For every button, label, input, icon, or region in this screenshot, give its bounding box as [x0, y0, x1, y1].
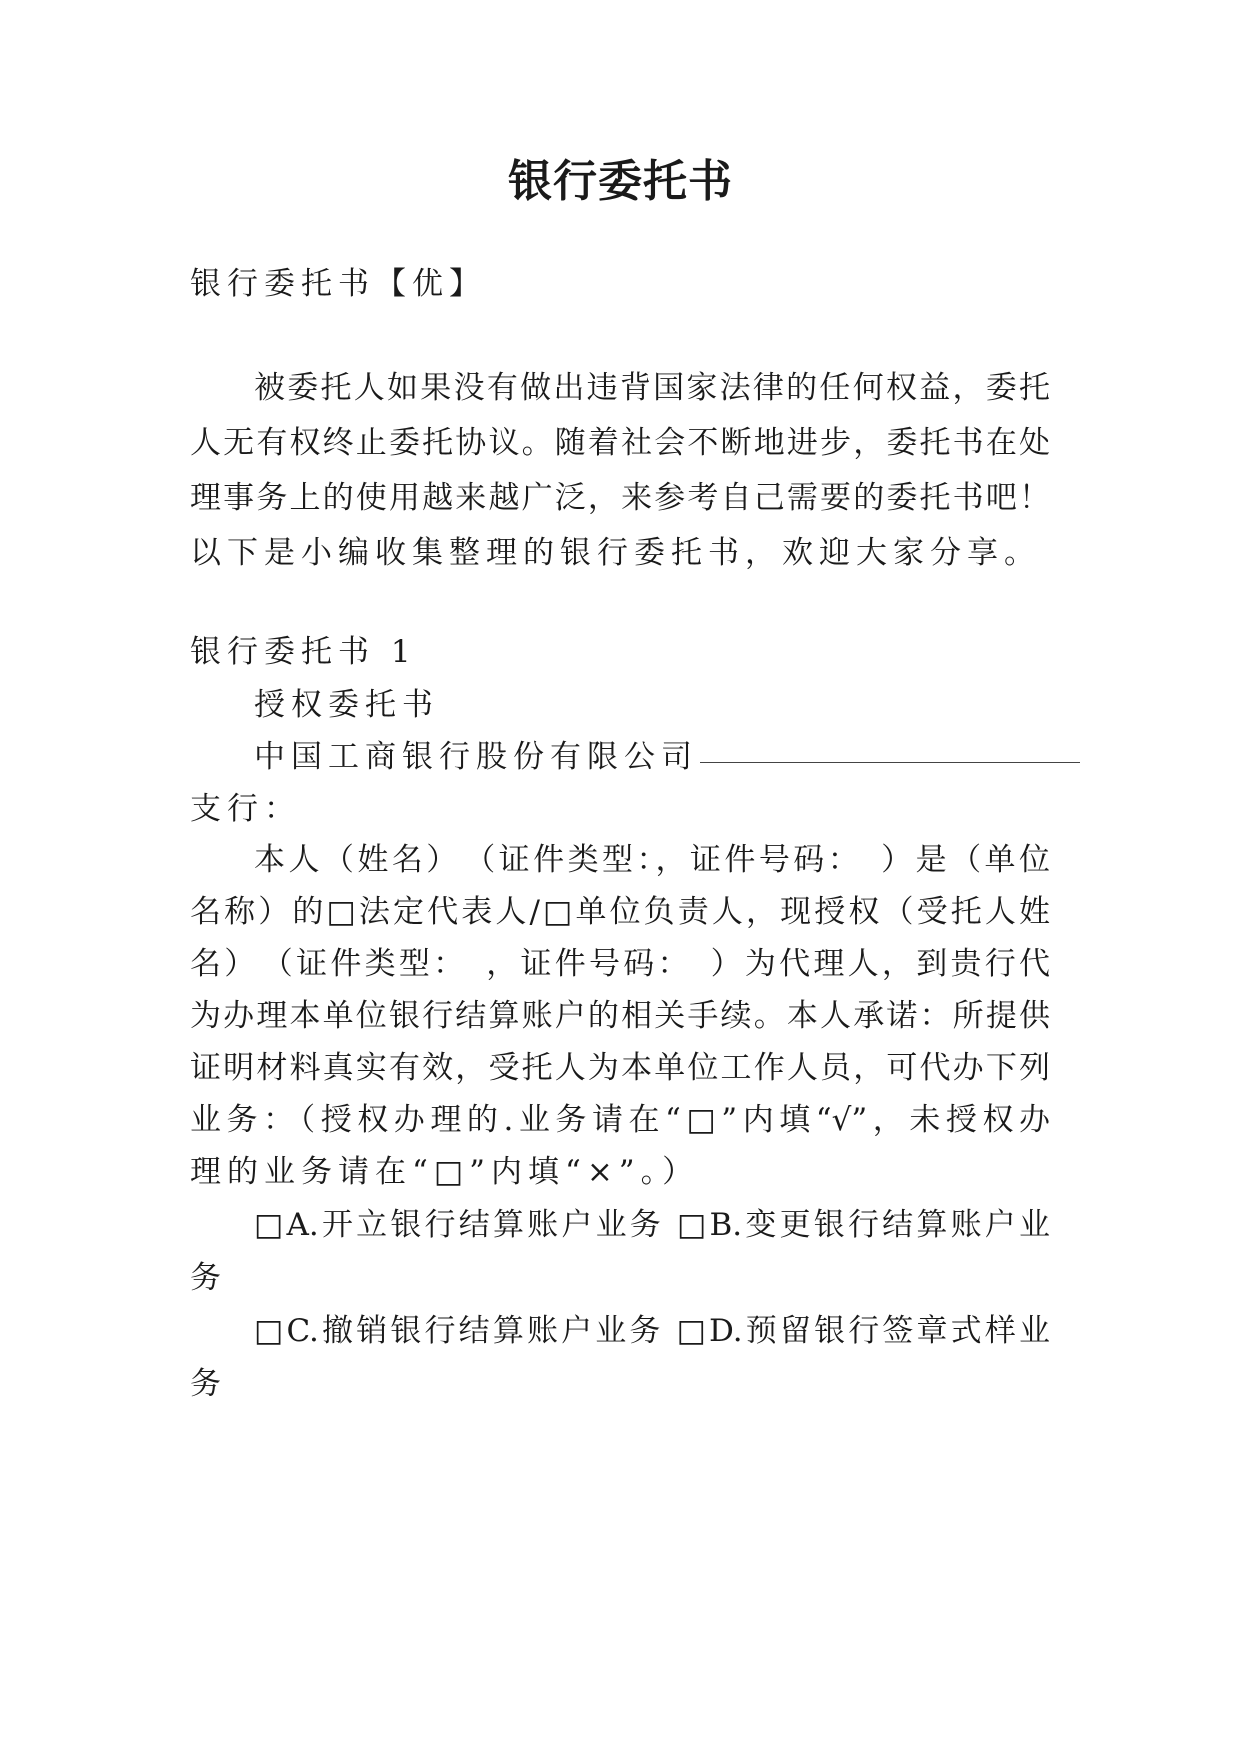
option-line: 务: [190, 1366, 227, 1402]
bank-line: [254, 735, 1050, 779]
branch-label: 支行：: [190, 791, 301, 827]
intro-line: 人无有权终止委托协议。随着社会不断地进步，委托书在处: [190, 425, 1050, 461]
branch-blank: [700, 760, 1080, 763]
body-line: 本人（姓名） （证件类型：，证件号码： ）是（单位: [254, 842, 1050, 878]
body-line: 名称）的□法定代表人/□单位负责人，现授权（受托人姓: [190, 894, 1050, 930]
section-heading: 银行委托书 1: [190, 634, 417, 670]
body-line: 理的业务请在“□”内填“×”。）: [190, 1154, 700, 1190]
page-title: 银行委托书: [508, 156, 733, 207]
body-line: 证明材料真实有效，受托人为本单位工作人员，可代办下列: [190, 1050, 1050, 1086]
subtitle: 银行委托书【优】: [190, 266, 486, 302]
bank-name: 中国工商银行股份有限公司: [254, 739, 698, 775]
intro-line: 被委托人如果没有做出违背国家法律的任何权益，委托: [254, 370, 1050, 406]
intro-line: 以下是小编收集整理的银行委托书，欢迎大家分享。: [190, 535, 1041, 571]
body-line: 业务：（授权办理的.业务请在“□”内填“√”，未授权办: [190, 1102, 1050, 1138]
option-line: □C.撤销银行结算账户业务 □D.预留银行签章式样业: [254, 1313, 1050, 1349]
doc-heading: 授权委托书: [254, 687, 439, 723]
intro-line: 理事务上的使用越来越广泛，来参考自己需要的委托书吧！: [190, 480, 1050, 516]
body-line: 为办理本单位银行结算账户的相关手续。本人承诺：所提供: [190, 998, 1050, 1034]
option-line: □A.开立银行结算账户业务 □B.变更银行结算账户业: [254, 1207, 1050, 1243]
body-line: 名） （证件类型： ，证件号码： ）为代理人，到贵行代: [190, 946, 1050, 982]
option-line: 务: [190, 1260, 227, 1296]
